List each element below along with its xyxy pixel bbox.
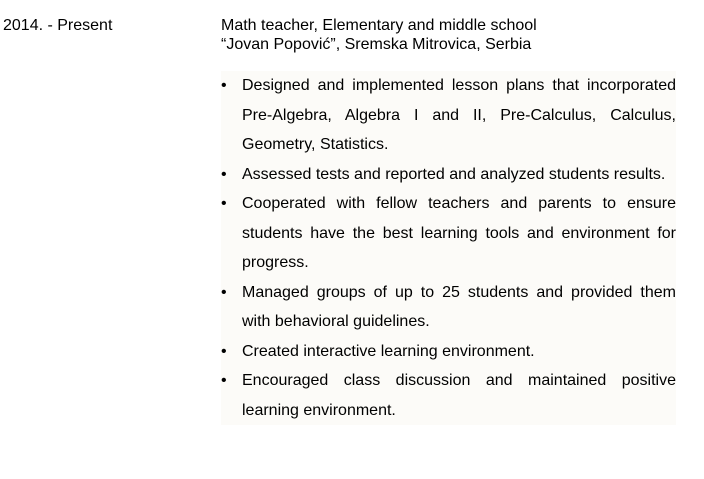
employment-date-range: 2014. - Present: [3, 17, 113, 34]
bullet-icon: •: [221, 77, 227, 94]
duty-text: Cooperated with fellow teachers and parents to ensure students have the best learning tools and environment for progress.: [242, 195, 676, 271]
duty-item: [221, 71, 676, 160]
job-title: Math teacher, Elementary and middle school: [221, 17, 537, 34]
bullet-icon: •: [221, 165, 227, 183]
duty-text: Encouraged class discussion and maintained positive learning environment.: [242, 372, 676, 419]
duty-item: [221, 189, 676, 278]
duties-list: [221, 71, 676, 425]
duty-item: [221, 160, 676, 190]
duty-text: Managed groups of up to 25 students and provided them with behavioral guidelines.: [242, 283, 676, 330]
duty-text: Created interactive learning environment.: [242, 342, 535, 360]
bullet-icon: •: [221, 342, 227, 360]
duty-text: Designed and implemented lesson plans that incorporated Pre-Algebra, Algebra I and II, Pre-Calculus, Calculus, Geometry, Statistics.: [242, 77, 676, 153]
bullet-icon: •: [221, 372, 227, 389]
duty-item: [221, 337, 676, 367]
duty-item: [221, 278, 676, 337]
duty-text: Assessed tests and reported and analyzed students results.: [242, 165, 666, 183]
job-header: [221, 16, 537, 55]
duty-item: [221, 366, 676, 425]
bullet-icon: •: [221, 283, 227, 301]
job-institution: “Jovan Popović”, Sremska Mitrovica, Serbia: [221, 36, 532, 53]
bullet-icon: •: [221, 195, 227, 212]
